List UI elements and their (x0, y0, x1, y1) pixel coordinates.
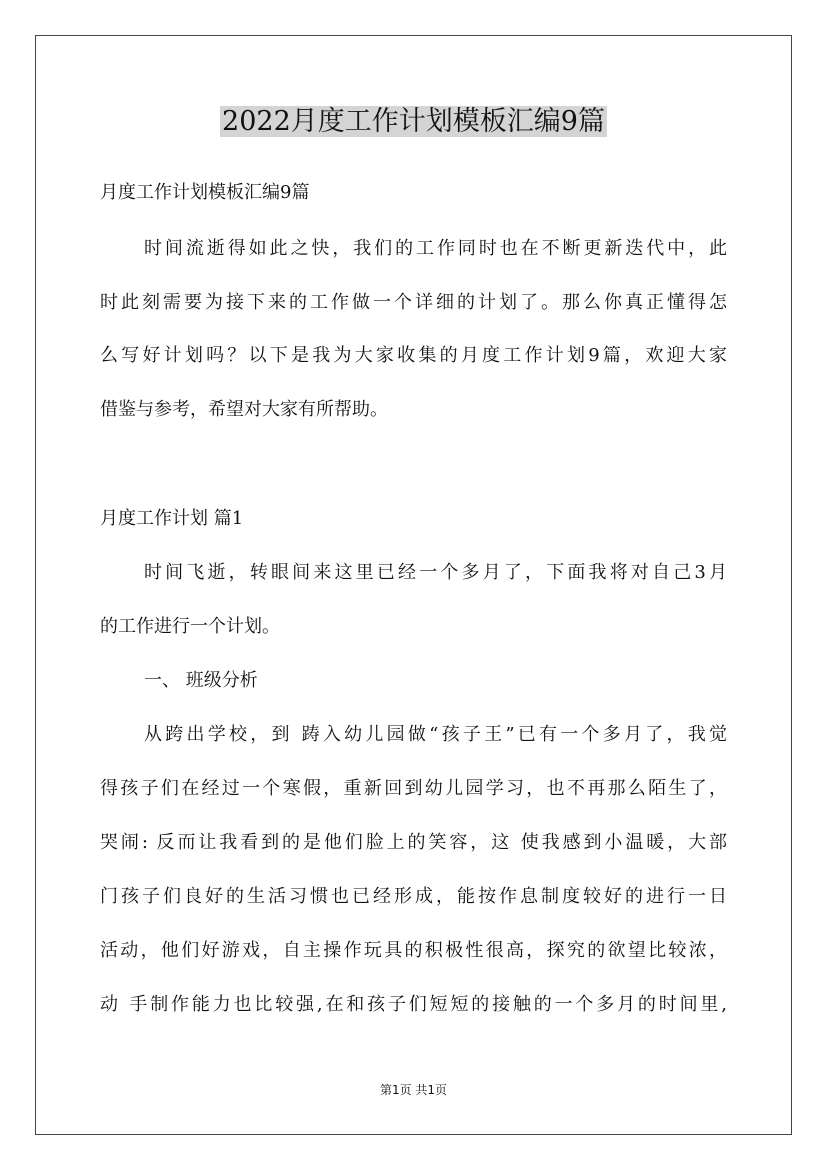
section-para-line-2: 的工作进行一个计划。 (100, 616, 280, 637)
body-line-6: 动 手制作能力也比较强,在和孩子们短短的接触的一个多月的时间里, (100, 994, 727, 1015)
page-footer: 第1页 共1页 (379, 1083, 448, 1097)
document-title: 2022月度工作计划模板汇编9篇 (222, 106, 605, 137)
body-line-1: 从跨出学校，到 踌入幼儿园做“孩子王”已有一个多月了，我觉 (144, 724, 727, 745)
body-line-4: 门孩子们良好的生活习惯也已经形成，能按作息制度较好的进行一日 (100, 886, 727, 907)
section-para-line-1: 时间飞逝，转眼间来这里已经一个多月了，下面我将对自己3月 (144, 562, 727, 583)
section-heading: 月度工作计划 篇1 (100, 508, 244, 529)
intro-line-2: 时此刻需要为接下来的工作做一个详细的计划了。那么你真正懂得怎 (100, 292, 727, 313)
body-line-5: 活动，他们好游戏，自主操作玩具的积极性很高，探究的欲望比较浓， (100, 940, 727, 961)
body-line-2: 得孩子们在经过一个寒假，重新回到幼儿园学习，也不再那么陌生了， (100, 778, 727, 799)
intro-line-3: 么写好计划吗？以下是我为大家收集的月度工作计划9篇，欢迎大家 (100, 345, 727, 366)
document-subtitle: 月度工作计划模板汇编9篇 (100, 182, 310, 203)
intro-line-1: 时间流逝得如此之快，我们的工作同时也在不断更新迭代中，此 (144, 238, 727, 259)
subheading: 一、 班级分析 (144, 670, 258, 691)
body-line-3: 哭闹: 反而让我看到的是他们脸上的笑容，这 使我感到小温暖，大部 (100, 832, 727, 853)
intro-line-4: 借鉴与参考，希望对大家有所帮助。 (100, 399, 388, 420)
